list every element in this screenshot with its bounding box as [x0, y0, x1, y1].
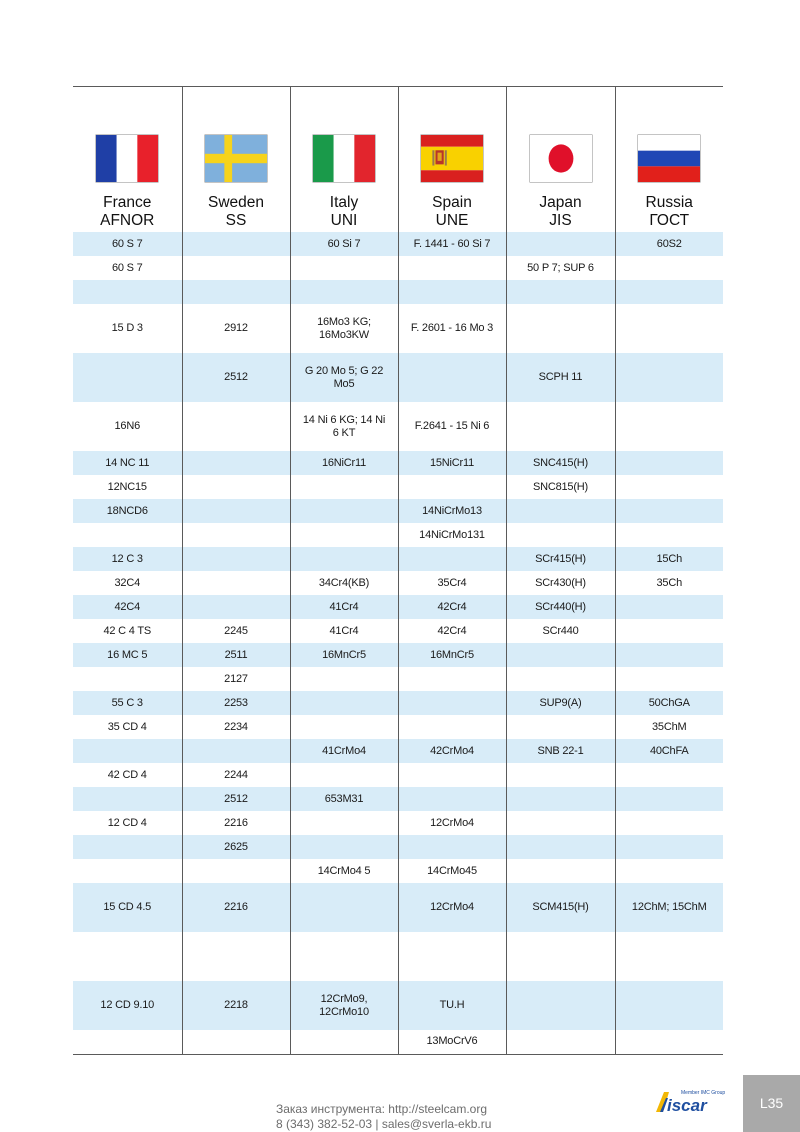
table-cell — [398, 256, 506, 280]
table-cell: F. 2601 - 16 Mo 3 — [398, 304, 506, 353]
table-cell — [290, 691, 398, 715]
table-cell: 16Mo3 KG; 16Mo3KW — [290, 304, 398, 353]
table-row — [73, 835, 723, 859]
table-cell — [290, 811, 398, 835]
table-cell — [615, 981, 723, 1030]
standard-name: AFNOR — [100, 212, 155, 229]
table-cell — [615, 523, 723, 547]
table-cell — [615, 763, 723, 787]
table-cell: 42CrMo4 — [398, 739, 506, 763]
table-cell: 2127 — [182, 667, 290, 691]
standard-name: JIS — [549, 212, 572, 229]
table-cell: 42C4 — [73, 595, 182, 619]
table-cell — [615, 1030, 723, 1054]
table-cell — [506, 859, 615, 883]
country-name: Sweden — [207, 194, 264, 211]
table-cell — [182, 232, 290, 256]
table-cell — [290, 256, 398, 280]
table-cell: 60S2 — [615, 232, 723, 256]
table-cell: 14NiCrMo13 — [398, 499, 506, 523]
table-cell — [506, 981, 615, 1030]
table-row — [73, 523, 723, 547]
table-cell: 12 C 3 — [73, 547, 182, 571]
table-cell — [290, 835, 398, 859]
table-cell — [290, 547, 398, 571]
table-cell: 15 CD 4.5 — [73, 883, 182, 932]
table-cell — [73, 932, 182, 981]
table-row — [73, 787, 723, 811]
table-cell — [182, 859, 290, 883]
table-cell — [73, 667, 182, 691]
table-cell: 35Ch — [615, 571, 723, 595]
table-cell: 50 P 7; SUP 6 — [506, 256, 615, 280]
table-cell — [182, 402, 290, 451]
table-cell: 2511 — [182, 643, 290, 667]
table-cell: 42Cr4 — [398, 619, 506, 643]
table-cell — [73, 859, 182, 883]
material-comparison-table — [73, 86, 723, 1055]
table-cell — [506, 232, 615, 256]
column-header-russia — [615, 87, 723, 233]
russia-flag-icon — [638, 135, 700, 182]
table-cell — [506, 667, 615, 691]
table-row — [73, 547, 723, 571]
table-cell — [506, 280, 615, 304]
table-cell: 2912 — [182, 304, 290, 353]
logo-tagline: Member IMC Group — [681, 1090, 726, 1096]
table-cell — [290, 499, 398, 523]
table-row — [73, 499, 723, 523]
table-row — [73, 475, 723, 499]
table-cell — [182, 475, 290, 499]
table-cell: 41CrMo4 — [290, 739, 398, 763]
table-cell: 14CrMo4 5 — [290, 859, 398, 883]
table-cell — [615, 667, 723, 691]
table-cell — [506, 402, 615, 451]
table-row — [73, 667, 723, 691]
table-cell — [182, 499, 290, 523]
country-name: Italy — [329, 194, 359, 211]
table-cell: 12 CD 4 — [73, 811, 182, 835]
table-cell: SUP9(A) — [506, 691, 615, 715]
table-cell — [615, 280, 723, 304]
table-cell: 40ChFA — [615, 739, 723, 763]
table-cell — [182, 595, 290, 619]
table-cell: SNC815(H) — [506, 475, 615, 499]
table-cell — [506, 811, 615, 835]
table-row — [73, 811, 723, 835]
table-cell: 55 C 3 — [73, 691, 182, 715]
table-cell: 14 Ni 6 KG; 14 Ni 6 KT — [290, 402, 398, 451]
table-cell: 35 CD 4 — [73, 715, 182, 739]
table-cell — [290, 475, 398, 499]
table-cell: 12 CD 9.10 — [73, 981, 182, 1030]
table-cell — [615, 859, 723, 883]
column-header-sweden — [182, 87, 290, 233]
table-cell — [506, 835, 615, 859]
table-cell — [615, 595, 723, 619]
iscar-logo — [655, 1086, 737, 1114]
table-cell — [615, 353, 723, 402]
france-flag-icon — [96, 135, 158, 182]
table-cell — [398, 715, 506, 739]
table-cell — [398, 835, 506, 859]
table-cell: 16N6 — [73, 402, 182, 451]
table-row — [73, 232, 723, 256]
table-cell: 653M31 — [290, 787, 398, 811]
table-cell: 60 S 7 — [73, 232, 182, 256]
table-row — [73, 619, 723, 643]
table-cell — [73, 739, 182, 763]
table-cell — [182, 571, 290, 595]
table-row — [73, 304, 723, 353]
table-cell: SNC415(H) — [506, 451, 615, 475]
table-cell — [398, 787, 506, 811]
table-cell: 42 CD 4 — [73, 763, 182, 787]
table-cell — [615, 475, 723, 499]
table-cell: 13MoCrV6 — [398, 1030, 506, 1054]
table-row — [73, 932, 723, 981]
table-row — [73, 859, 723, 883]
table-cell: 16NiCr11 — [290, 451, 398, 475]
table-cell: TU.H — [398, 981, 506, 1030]
table-row — [73, 715, 723, 739]
table-cell: 2244 — [182, 763, 290, 787]
table-body — [73, 232, 723, 1054]
table-cell: G 20 Mo 5; G 22 Mo5 — [290, 353, 398, 402]
table-cell — [182, 256, 290, 280]
table-cell — [398, 691, 506, 715]
table-cell — [73, 523, 182, 547]
table-cell: 14CrMo45 — [398, 859, 506, 883]
table-cell — [182, 280, 290, 304]
table-cell — [398, 280, 506, 304]
table-cell: 2245 — [182, 619, 290, 643]
table-cell — [73, 280, 182, 304]
table-cell — [615, 787, 723, 811]
table-cell — [398, 547, 506, 571]
table-cell: 2512 — [182, 353, 290, 402]
table-cell — [398, 932, 506, 981]
table-cell — [615, 256, 723, 280]
table-row — [73, 571, 723, 595]
table-row — [73, 402, 723, 451]
table-cell: 42Cr4 — [398, 595, 506, 619]
table-cell — [506, 932, 615, 981]
table-cell — [182, 451, 290, 475]
table-cell: SCM415(H) — [506, 883, 615, 932]
standard-name: SS — [225, 212, 247, 229]
standard-name: UNI — [330, 212, 358, 229]
table-cell — [506, 523, 615, 547]
table-row — [73, 763, 723, 787]
table-cell: 35ChM — [615, 715, 723, 739]
table-cell: SCr440(H) — [506, 595, 615, 619]
country-name: Japan — [539, 194, 582, 211]
table-cell — [290, 667, 398, 691]
table-cell: 2253 — [182, 691, 290, 715]
table-row — [73, 451, 723, 475]
table-row — [73, 353, 723, 402]
table-cell: 12CrMo4 — [398, 811, 506, 835]
table-cell — [506, 763, 615, 787]
table-cell: 14NiCrMo131 — [398, 523, 506, 547]
table-cell — [615, 451, 723, 475]
standard-name: ГОСТ — [649, 212, 690, 229]
table-cell: 35Cr4 — [398, 571, 506, 595]
country-name: Spain — [432, 194, 472, 211]
table-cell: 12ChM; 15ChM — [615, 883, 723, 932]
table-cell — [290, 763, 398, 787]
table-cell: 42 C 4 TS — [73, 619, 182, 643]
table-cell — [290, 280, 398, 304]
page-number: L35 — [759, 1095, 784, 1111]
table-cell: 2216 — [182, 811, 290, 835]
table-row — [73, 691, 723, 715]
table-cell — [73, 787, 182, 811]
table-cell — [398, 475, 506, 499]
table-cell: 2625 — [182, 835, 290, 859]
contact-details-text: 8 (343) 382-52-03 | sales@sverla-ekb.ru — [276, 1117, 492, 1131]
table-cell: 15 D 3 — [73, 304, 182, 353]
table-cell — [615, 402, 723, 451]
table-cell: 34Cr4(KB) — [290, 571, 398, 595]
table-cell: 50ChGA — [615, 691, 723, 715]
table-cell: 60 S 7 — [73, 256, 182, 280]
table-cell — [290, 932, 398, 981]
table-cell — [182, 547, 290, 571]
table-row — [73, 643, 723, 667]
page-number-tab — [743, 1075, 800, 1132]
table-row — [73, 883, 723, 932]
table-cell: 41Cr4 — [290, 619, 398, 643]
country-name: Russia — [645, 194, 693, 211]
column-header-japan — [506, 87, 615, 233]
table-cell — [615, 932, 723, 981]
contact-footer — [276, 1102, 491, 1132]
table-cell — [615, 619, 723, 643]
table-row — [73, 981, 723, 1030]
table-row — [73, 256, 723, 280]
table-cell — [73, 353, 182, 402]
column-header-spain — [398, 87, 506, 233]
standard-name: UNE — [435, 212, 469, 229]
column-header-italy — [290, 87, 398, 233]
table-cell: 15Ch — [615, 547, 723, 571]
table-cell: 2512 — [182, 787, 290, 811]
table-cell — [615, 499, 723, 523]
order-link-text: Заказ инструмента: http://steelcam.org — [276, 1102, 488, 1116]
table-cell: 12CrMo4 — [398, 883, 506, 932]
header-row — [73, 87, 723, 233]
japan-flag-icon — [530, 135, 592, 182]
table-cell: 16MnCr5 — [398, 643, 506, 667]
table-cell: 12NC15 — [73, 475, 182, 499]
table-cell: 41Cr4 — [290, 595, 398, 619]
country-name: France — [103, 194, 152, 211]
table-cell: SCPH 11 — [506, 353, 615, 402]
table-cell: 12CrMo9, 12CrMo10 — [290, 981, 398, 1030]
column-header-france — [73, 87, 182, 233]
table-cell: 16 MC 5 — [73, 643, 182, 667]
table-cell — [506, 787, 615, 811]
table-cell — [615, 304, 723, 353]
table-cell — [615, 643, 723, 667]
table-cell: SNB 22-1 — [506, 739, 615, 763]
table-row — [73, 595, 723, 619]
table-cell — [615, 835, 723, 859]
spain-flag-icon — [421, 135, 483, 182]
table-row — [73, 1030, 723, 1054]
table-cell: SCr430(H) — [506, 571, 615, 595]
table-cell — [182, 932, 290, 981]
table-cell: 32C4 — [73, 571, 182, 595]
table-cell — [398, 763, 506, 787]
table-cell: 18NCD6 — [73, 499, 182, 523]
table-cell — [506, 643, 615, 667]
italy-flag-icon — [313, 135, 375, 182]
table-cell: 15NiCr11 — [398, 451, 506, 475]
sweden-flag-icon — [205, 135, 267, 182]
table-cell: 16MnCr5 — [290, 643, 398, 667]
table-cell: SCr415(H) — [506, 547, 615, 571]
table-cell — [182, 1030, 290, 1054]
table-row — [73, 739, 723, 763]
table-cell — [290, 715, 398, 739]
table-cell — [506, 499, 615, 523]
table-cell: 2216 — [182, 883, 290, 932]
table-cell — [73, 1030, 182, 1054]
table-cell: F. 1441 - 60 Si 7 — [398, 232, 506, 256]
table-cell: SCr440 — [506, 619, 615, 643]
table-cell — [290, 1030, 398, 1054]
table-cell — [73, 835, 182, 859]
table-cell — [290, 523, 398, 547]
table-cell — [182, 739, 290, 763]
table-cell — [506, 304, 615, 353]
table-cell — [398, 667, 506, 691]
table-cell — [398, 353, 506, 402]
table-cell: 2218 — [182, 981, 290, 1030]
table-row — [73, 280, 723, 304]
table-cell — [506, 1030, 615, 1054]
table-cell: 14 NC 11 — [73, 451, 182, 475]
table-cell: F.2641 - 15 Ni 6 — [398, 402, 506, 451]
table-cell: 2234 — [182, 715, 290, 739]
logo-wordmark: iscar — [667, 1096, 707, 1114]
table-cell: 60 Si 7 — [290, 232, 398, 256]
table-cell — [290, 883, 398, 932]
table-cell — [506, 715, 615, 739]
table-cell — [615, 811, 723, 835]
table-cell — [182, 523, 290, 547]
